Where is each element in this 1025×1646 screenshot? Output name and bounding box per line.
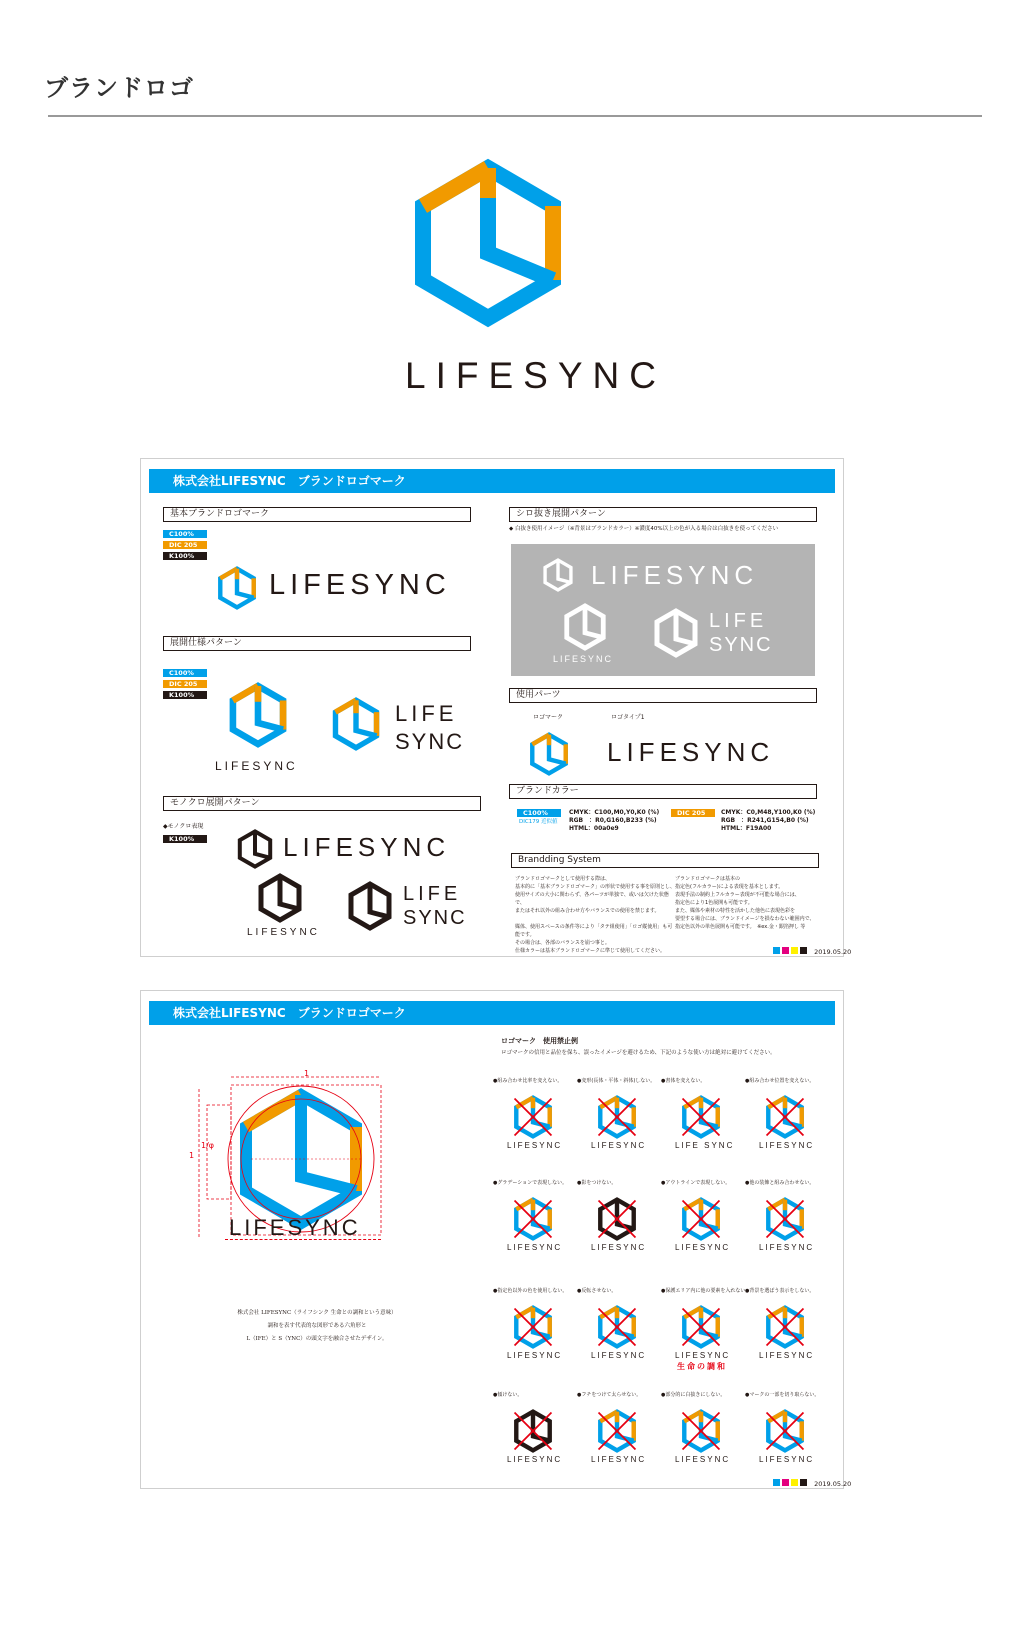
description-line: 株式会社 LIFESYNC（ライフシンク 生命との調和という意味） (237, 1310, 397, 1316)
prohibit-mark-icon (679, 1409, 723, 1453)
prohibit-wordmark: LIFESYNC (591, 1351, 647, 1360)
prohibit-title: ロゴマーク 使用禁止例 (501, 1037, 578, 1045)
system-col1-line: 仕様カラーは基本ブランドロゴマークに準じて使用してください。 (515, 948, 666, 954)
prohibit-wordmark: LIFESYNC (507, 1243, 563, 1252)
expand-side-mark-icon (329, 695, 383, 753)
prohibit-wordmark: LIFESYNC (759, 1141, 815, 1150)
prohibit-caption: ●背景を選ばう表示をしない。 (745, 1288, 815, 1294)
swatch-magenta-icon (782, 947, 789, 954)
system-col1-line (515, 915, 675, 923)
expand-side-line1: LIFE (395, 701, 458, 726)
section-system-title: Brandding System (511, 853, 819, 868)
sheet2-footer (773, 1471, 851, 1490)
mono-wordmark: LIFESYNC (283, 832, 451, 862)
description-line: 調和を表す代表的な図形である六角形と (267, 1323, 367, 1329)
logo-description (217, 1307, 417, 1346)
parts-mark-icon (527, 731, 571, 777)
prohibit-caption: ●部分的に白抜きにしない。 (661, 1392, 726, 1398)
prohibit-mark-icon (763, 1305, 807, 1349)
swatch-cyan-icon (773, 947, 780, 954)
prohibit-wordmark: LIFESYNC (675, 1351, 731, 1360)
parts-label-type: ロゴタイプ1 (611, 714, 645, 721)
white-note: ◆ 白抜き使用イメージ（※背景はブランドカラー）※濃度40%以上の色が入る場合は白抜きを使ってください (509, 526, 779, 532)
section-parts-title: 使用パーツ (509, 688, 817, 703)
prohibit-mark-icon (511, 1197, 555, 1241)
expand-side-line2: SYNC (395, 729, 465, 754)
prohibit-mark-icon (763, 1095, 807, 1139)
mono-mark-icon (235, 829, 275, 869)
prohibit-mark-icon (595, 1409, 639, 1453)
system-col2-line: 指定色により1色展開も可能です。 (675, 900, 753, 906)
prohibit-mark-icon (679, 1095, 723, 1139)
color-orange-tag: DIC 205 (671, 809, 715, 817)
prohibit-caption: ●マークの一部を切り取らない。 (745, 1392, 820, 1398)
system-col2 (675, 875, 825, 931)
prohibit-mark-icon (763, 1409, 807, 1453)
swatch-black-icon (800, 1479, 807, 1486)
swatch-yellow-icon (791, 1479, 798, 1486)
prohibit-mark-icon (595, 1095, 639, 1139)
construction-wordmark: LIFESYNC (229, 1215, 361, 1240)
swatch-magenta-icon (782, 1479, 789, 1486)
prohibit-wordmark: LIFESYNC (507, 1141, 563, 1150)
white-side-mark-icon (651, 606, 701, 660)
prohibit-caption: ●組み合わせ位置を変えない。 (745, 1078, 815, 1084)
dimension-left-label: 1 (189, 1151, 195, 1160)
prohibit-caption: ●書体を変えない。 (661, 1078, 706, 1084)
color-orange-rgb: RGB ：R241,G154,B0 (%) (721, 817, 809, 824)
sheet2-date: 2019.05.20 (814, 1480, 852, 1488)
section-basic-title: 基本ブランドロゴマーク (163, 507, 471, 522)
brand-sheet-2 (140, 990, 852, 1489)
prohibit-wordmark: LIFESYNC (591, 1243, 647, 1252)
white-wordmark: LIFESYNC (591, 560, 759, 590)
prohibit-caption: ●組み合わせ比率を変えない。 (493, 1078, 563, 1084)
system-col2-line: ブランドロゴマークは基本の (675, 876, 741, 882)
mono-side-mark-icon (345, 879, 395, 933)
color-orange-html: HTML：F19A00 (721, 825, 772, 832)
prohibit-caption: ●グラデーションで表現しない。 (493, 1180, 568, 1186)
prohibit-mark-icon (679, 1305, 723, 1349)
construction-baseline (225, 1239, 381, 1240)
prohibit-extra-text: 生命の調和 (677, 1362, 727, 1371)
prohibit-wordmark: LIFESYNC (507, 1455, 563, 1464)
prohibit-caption: ●保護エリア内に他の要素を入れない。 (661, 1288, 751, 1294)
sheet2-header: 株式会社LIFESYNC ブランドロゴマーク (149, 1001, 835, 1025)
system-col1-line: 媒体、使用スペースの条件等により「タテ組使用」「ロゴ縦使用」も可能です。 (515, 924, 673, 938)
title-divider (48, 115, 982, 117)
system-col1-line: 基本的に「基本ブランドロゴマーク」の形状で使用する事を原則とし、 (515, 884, 676, 890)
tag-k100: K100% (163, 691, 207, 699)
system-col1-line: 使用サイズの大小に関わらず、各パーツが単独で、或いは欠けた状態で、 (515, 892, 669, 906)
color-blue-html: HTML：00a0e9 (569, 825, 619, 832)
white-panel (511, 544, 815, 676)
hero-wordmark: LIFESYNC (405, 355, 666, 396)
dimension-phi-label: 1/φ (201, 1141, 215, 1150)
mono-stack-word: LIFESYNC (247, 927, 320, 938)
tag-c100: C100% (163, 530, 207, 538)
mono-note: ◆モノクロ表現 (163, 823, 204, 830)
expand-stack-mark-icon (225, 679, 291, 751)
prohibit-caption: ●アウトラインで表現しない。 (661, 1180, 731, 1186)
parts-label-mark: ロゴマーク (533, 714, 564, 721)
prohibit-mark-icon (763, 1197, 807, 1241)
tag-c100: C100% (163, 669, 207, 677)
page-title: ブランドロゴ (44, 74, 194, 102)
tag-k100: K100% (163, 835, 207, 843)
swatch-black-icon (800, 947, 807, 954)
prohibit-caption: ●反転させない。 (577, 1288, 617, 1294)
white-side-line1: LIFE (709, 610, 768, 632)
prohibit-wordmark: LIFESYNC (675, 1243, 731, 1252)
color-orange-cmyk: CMYK：C0,M48,Y100,K0 (%) (721, 809, 816, 816)
system-col1-line: ブランドロゴマークとして使用する際は、 (515, 876, 611, 882)
prohibit-wordmark: LIFESYNC (591, 1455, 647, 1464)
system-col2-line: 要望する場合には、ブランドイメージを損なわない範囲内で、 (675, 916, 815, 922)
white-stack-word: LIFESYNC (553, 654, 614, 664)
prohibit-caption: ●指定色以外の色を使用しない。 (493, 1288, 568, 1294)
section-white-title: シロ抜き展開パターン (509, 507, 817, 522)
sheet1-header: 株式会社LIFESYNC ブランドロゴマーク (149, 469, 835, 493)
prohibit-mark-icon (511, 1305, 555, 1349)
system-col1-line: その場合は、各部のバランスを崩つ事と。 (515, 940, 610, 946)
white-mark-icon (541, 558, 575, 592)
swatch-yellow-icon (791, 947, 798, 954)
prohibit-wordmark: LIFESYNC (759, 1243, 815, 1252)
prohibit-mark-icon (595, 1305, 639, 1349)
prohibit-subtitle: ロゴマークの信用と品位を保ち、誤ったイメージを避けるため、下記のような使い方は絶対に避けてください。 (501, 1050, 776, 1056)
prohibit-wordmark: LIFESYNC (591, 1141, 647, 1150)
prohibit-wordmark: LIFESYNC (759, 1455, 815, 1464)
basic-wordmark: LIFESYNC (269, 569, 451, 601)
sheet1-date: 2019.05.20 (814, 948, 852, 956)
mono-stack-mark-icon (255, 871, 305, 925)
hero-hexagon-mark-icon (413, 158, 563, 328)
prohibit-mark-icon (511, 1095, 555, 1139)
prohibit-caption: ●他の装飾と組み合わせない。 (745, 1180, 815, 1186)
dimension-top-label: 1 (304, 1069, 310, 1078)
tag-k100: K100% (163, 552, 207, 560)
expand-stack-word: LIFESYNC (215, 759, 298, 773)
color-blue-sub: DIC179 近似値 (519, 819, 558, 825)
prohibit-caption: ●フチをつけて太らせない。 (577, 1392, 642, 1398)
prohibit-mark-icon (679, 1197, 723, 1241)
prohibit-wordmark: LIFE SYNC (675, 1141, 735, 1150)
prohibit-wordmark: LIFESYNC (675, 1455, 731, 1464)
prohibit-caption: ●傾けない。 (493, 1392, 523, 1398)
tag-dic205: DIC 205 (163, 541, 207, 549)
white-side-line2: SYNC (709, 634, 773, 656)
system-col2-line: 指定色以外の単色展開も可能です。 ※ex.金・銀箔押し 等 (675, 924, 806, 930)
prohibit-mark-icon (511, 1409, 555, 1453)
section-color-title: ブランドカラー (509, 784, 817, 799)
system-col2-line: 指定色(フルカラー)による表現を基本とします。 (675, 884, 784, 890)
section-mono-title: モノクロ展開パターン (163, 796, 481, 811)
system-col2-line: 表現手法の制約上フルカラー表現が不可能な場合には、 (675, 892, 800, 898)
parts-wordmark: LIFESYNC (607, 737, 775, 767)
system-col1-line: またはそれ以外の組み合わせ方やバランスでの使用を禁じます。 (515, 908, 660, 914)
basic-mark-icon (215, 566, 259, 610)
white-stack-mark-icon (561, 602, 609, 652)
tag-dic205: DIC 205 (163, 680, 207, 688)
description-line: L（IFE）と S（YNC）の頭文字を融合させたデザイン。 (246, 1336, 388, 1342)
color-blue-cmyk: CMYK：C100,M0,Y0,K0 (%) (569, 809, 660, 816)
prohibit-wordmark: LIFESYNC (507, 1351, 563, 1360)
prohibit-mark-icon (595, 1197, 639, 1241)
system-col2-line: また、媒体や素材の特性を活かした他色に表現色彩を (675, 908, 796, 914)
system-col1 (515, 875, 675, 955)
prohibit-caption: ●変形(長体・平体・斜体)しない。 (577, 1078, 656, 1084)
prohibit-caption: ●影をつけない。 (577, 1180, 617, 1186)
color-blue-tag: C100% (517, 809, 561, 817)
section-expand-title: 展開仕様パターン (163, 636, 471, 651)
color-blue-rgb: RGB ：R0,G160,B233 (%) (569, 817, 657, 824)
swatch-cyan-icon (773, 1479, 780, 1486)
brand-sheet-1 (140, 458, 852, 957)
prohibit-wordmark: LIFESYNC (759, 1351, 815, 1360)
mono-side-line2: SYNC (403, 907, 467, 929)
mono-side-line1: LIFE (403, 883, 462, 905)
sheet1-footer (773, 939, 851, 958)
